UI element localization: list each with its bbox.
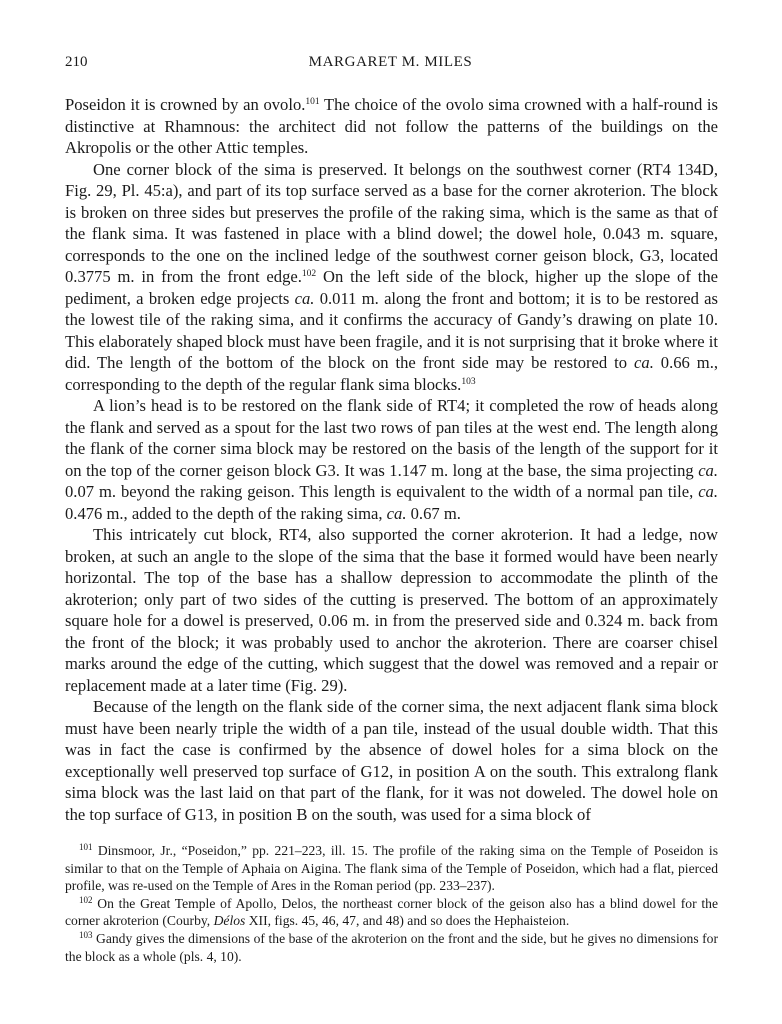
footnote-102 (65, 895, 718, 930)
paragraph-3 (65, 395, 718, 524)
paragraph-2-text: One corner block of the sima is preserved. It belongs on the southwest corner (RT4 134D, Fig. 29, Pl. 45:a), and part of its top surface served as a base for the corner akroterion. The block is broken on three sides but preserves the profile of the raking sima, which is the same as that of the flank sima. It was fastened in place with a blind dowel; the dowel hole, 0.043 m. square, corresponds to the one on the inclined ledge of the southwest corner geison block, G3, located 0.3775 m. in from the front edge. (65, 159, 718, 286)
paragraph-4: This intricately cut block, RT4, also supported the corner akroterion. It had a ledge, now broken, at such an angle to the slope of the sima that the base it formed would have been nearly horizontal. The top of the base has a shallow depression to accommodate the plinth of the akroterion; only part of two sides of the cutting is preserved. The bottom of an approximately square hole for a dowel is preserved, 0.06 m. in from the preserved side and 0.324 m. back from the front of the block; it was probably used to anchor the akroterion. There are coarser chisel marks around the edge of the cutting, which suggest that the dowel was removed and a repair or replacement made at a later time (Fig. 29). (65, 525, 718, 695)
note-ref-102: 102 (301, 269, 317, 279)
paragraph-2-text-d: 0.66 m., corresponding to the depth of the regular flank sima blocks. (65, 353, 718, 394)
footnote-103 (65, 930, 718, 965)
paragraph-2-text-b: On the left side of the block, higher up the slope of the pediment, a broken edge projects (65, 267, 718, 308)
footnote-number: 102 (79, 894, 93, 905)
footnote-number: 103 (79, 929, 93, 940)
circa-abbrev: ca. (294, 288, 315, 308)
paragraph-1-text-cont: The choice of the ovolo sima crowned with a half-round is distinctive at Rhamnous: the architect did not follow the patterns of the buildings on the Akropolis or the other Attic temples. (65, 95, 718, 157)
paragraph-2 (65, 159, 718, 396)
paragraph-1 (65, 94, 718, 159)
note-ref-101: 101 (305, 97, 320, 107)
page-header (65, 54, 716, 74)
paragraph-2-text-c: 0.011 m. along the front and bottom; it is to be restored as the lowest tile of the raking sima, and it confirms the accuracy of Gandy’s drawing on plate 10. This elaborately shaped block must have been fragile, and it is not surprising that it broke where it did. The length of the bottom of the block on the front side may be restored to (65, 288, 719, 372)
footnote-italic-title: Délos (213, 913, 246, 929)
page-number: 210 (65, 54, 88, 70)
footnote-number: 101 (79, 842, 93, 852)
footnote-text: Dinsmoor, Jr., “Poseidon,” pp. 221–223, ill. 15. The profile of the raking sima on the Temple of Poseidon is similar to that on the Temple of Aphaia on Aigina. The flank sima of the Temple of Poseidon, which had a flat, pierced profile, was re-used on the Temple of Ares in the Roman period (pp. 233–237). (65, 843, 718, 894)
footnote-text-cont: XII, figs. 45, 46, 47, and 48) and so does the Hephaisteion. (245, 913, 570, 929)
paragraph-3-text-c: 0.476 m., added to the depth of the raking sima, (65, 503, 387, 523)
footnotes (65, 842, 718, 965)
circa-abbrev: ca. (634, 353, 654, 372)
body-text (65, 94, 718, 825)
circa-abbrev: ca. (698, 482, 718, 501)
paragraph-3-text: A lion’s head is to be restored on the flank side of RT4; it completed the row of heads along the flank and served as a spout for the last two rows of pan tiles at the west end. The length along the flank of the corner sima block may be restored on the basis of the length of the support for it on the top of the corner geison block G3. It was 1.147 m. long at the base, the sima projecting (65, 396, 718, 480)
footnote-text: Gandy gives the dimensions of the base of the akroterion on the front and the side, but he gives no dimensions for the block as a whole (pls. 4, 10). (65, 930, 718, 964)
footnote-101 (65, 842, 718, 895)
paragraph-1-text: Poseidon it is crowned by an ovolo. (65, 95, 306, 114)
paragraph-3-text-b: 0.07 m. beyond the raking geison. This length is equivalent to the width of a normal pan tile, (65, 482, 699, 501)
paragraph-3-text-d: 0.67 m. (406, 503, 461, 523)
paragraph-5: Because of the length on the flank side of the corner sima, the next adjacent flank sima block must have been nearly triple the width of a pan tile, instead of the usual double width. That this was in fact the case is confirmed by the absence of dowel holes for a sima block on the exceptionally well preserved top surface of G12, in position A on the south. This extralong flank sima block was the last laid on that part of the flank, for it was not doweled. The dowel hole on the top surface of G13, in position B on the south, was used for a sima block of (65, 697, 718, 824)
circa-abbrev: ca. (698, 460, 718, 480)
note-ref-103: 103 (461, 376, 476, 387)
circa-abbrev: ca. (386, 503, 407, 523)
footnote-text: On the Great Temple of Apollo, Delos, the northeast corner block of the geison also has a blind dowel for the corner akroterion (Courby, (65, 895, 718, 929)
running-head: MARGARET M. MILES (308, 54, 473, 70)
